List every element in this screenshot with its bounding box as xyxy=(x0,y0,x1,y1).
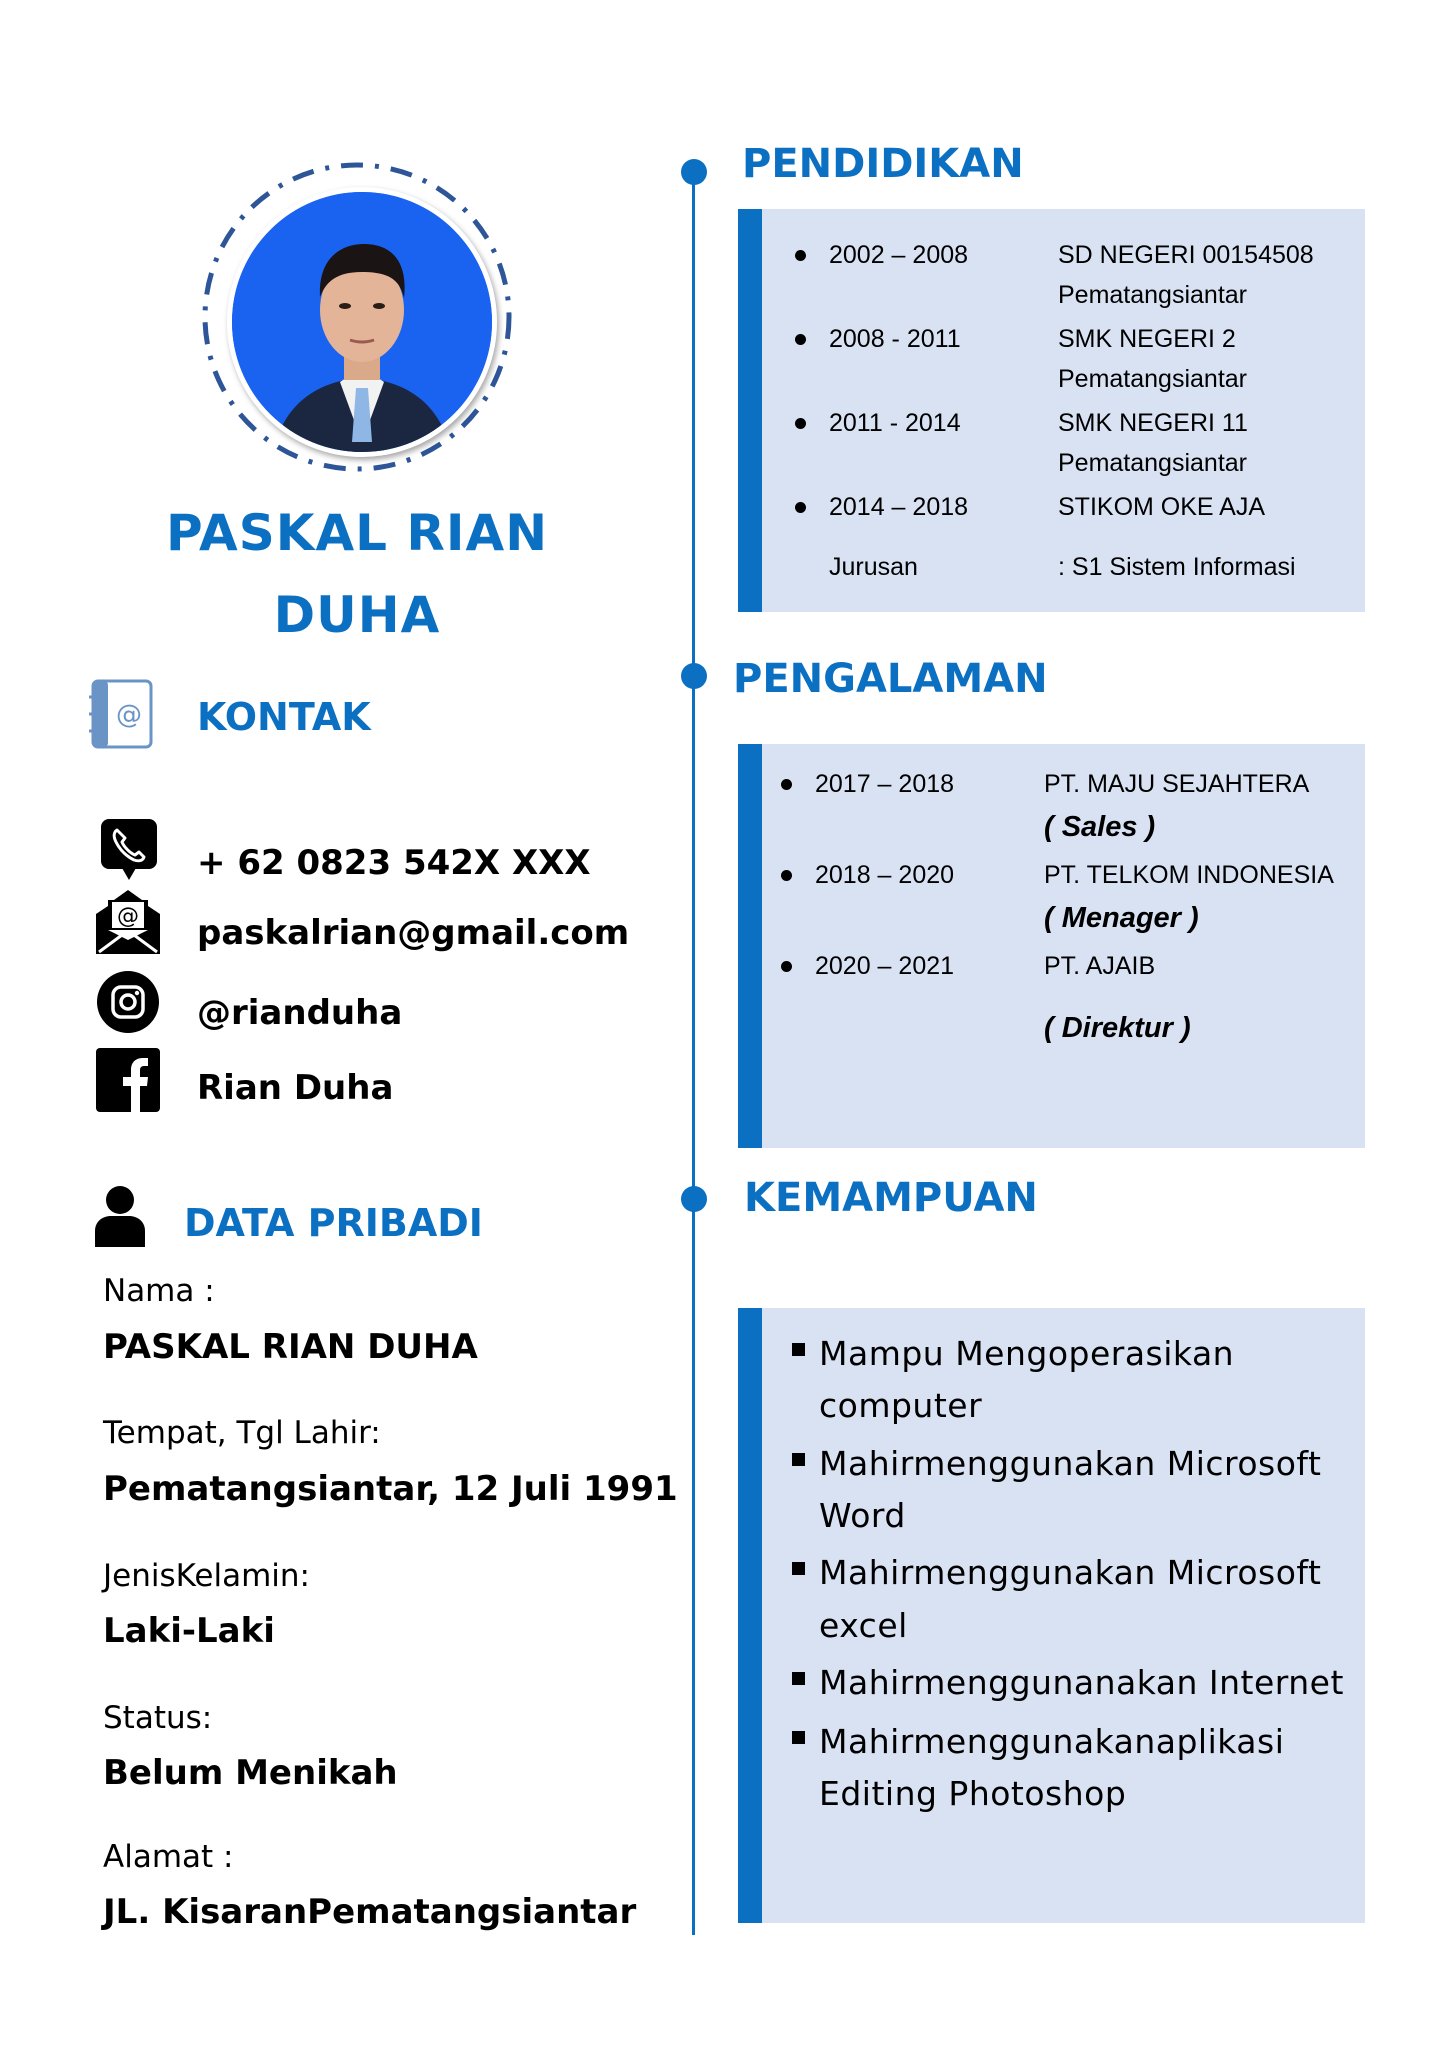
skill-1-line2: computer xyxy=(819,1386,983,1425)
education-years-3: 2011 - 2014 xyxy=(829,409,961,437)
field-label-birth: Tempat, Tgl Lahir: xyxy=(103,1415,381,1451)
full-name-line2: DUHA xyxy=(273,586,441,644)
svg-text:@: @ xyxy=(117,904,139,929)
experience-company-2: PT. TELKOM INDONESIA xyxy=(1044,861,1334,889)
skills-box-accent-bar xyxy=(738,1308,762,1923)
contact-section-title: KONTAK xyxy=(197,695,371,739)
contact-instagram[interactable]: @rianduha xyxy=(197,993,403,1033)
education-school-4: STIKOM OKE AJA xyxy=(1058,493,1265,521)
person-portrait-icon xyxy=(232,192,492,452)
skill-5-line1: Mahirmenggunakanaplikasi xyxy=(819,1722,1285,1761)
timeline-dot-skills xyxy=(681,1186,707,1212)
square-bullet-icon xyxy=(792,1343,805,1356)
education-school-2: SMK NEGERI 2 xyxy=(1058,325,1236,353)
experience-role-1: ( Sales ) xyxy=(1044,811,1156,843)
field-value-gender: Laki-Laki xyxy=(103,1611,275,1651)
education-years-4: 2014 – 2018 xyxy=(829,493,969,521)
skills-section-title: KEMAMPUAN xyxy=(744,1175,1038,1221)
timeline-line xyxy=(692,172,695,1935)
education-school-1-city: Pematangsiantar xyxy=(1058,281,1248,309)
svg-text:@: @ xyxy=(116,700,142,730)
education-school-1: SD NEGERI 00154508 xyxy=(1058,241,1314,269)
square-bullet-icon xyxy=(792,1672,805,1685)
field-label-status: Status: xyxy=(103,1700,213,1736)
education-section-title: PENDIDIKAN xyxy=(742,141,1024,187)
experience-company-3: PT. AJAIB xyxy=(1044,952,1156,980)
profile-photo xyxy=(227,187,497,457)
skill-3-line1: Mahirmenggunakan Microsoft xyxy=(819,1553,1322,1592)
contact-facebook[interactable]: Rian Duha xyxy=(197,1068,394,1108)
bullet-icon xyxy=(795,502,806,513)
bullet-icon xyxy=(781,961,792,972)
education-years-1: 2002 – 2008 xyxy=(829,241,969,269)
bullet-icon xyxy=(795,250,806,261)
phone-icon xyxy=(100,818,158,882)
experience-box-accent-bar xyxy=(738,744,762,1148)
bullet-icon xyxy=(795,334,806,345)
field-value-address: JL. KisaranPematangsiantar xyxy=(103,1892,637,1932)
education-box-accent-bar xyxy=(738,209,762,612)
facebook-icon xyxy=(96,1048,160,1112)
instagram-icon xyxy=(96,970,160,1034)
education-years-2: 2008 - 2011 xyxy=(829,325,961,353)
field-label-gender: JenisKelamin: xyxy=(103,1558,310,1594)
skill-4-line1: Mahirmenggunanakan Internet xyxy=(819,1663,1344,1702)
experience-years-3: 2020 – 2021 xyxy=(815,952,955,980)
skill-3-line2: excel xyxy=(819,1606,908,1645)
full-name-line1: PASKAL RIAN xyxy=(165,504,549,562)
email-icon xyxy=(96,890,160,954)
skill-2-line2: Word xyxy=(819,1496,906,1535)
field-value-name: PASKAL RIAN DUHA xyxy=(103,1327,478,1367)
contact-phone[interactable]: + 62 0823 542X XXX xyxy=(197,843,591,883)
experience-years-2: 2018 – 2020 xyxy=(815,861,955,889)
square-bullet-icon xyxy=(792,1562,805,1575)
experience-role-3: ( Direktur ) xyxy=(1044,1012,1191,1044)
field-value-birth: Pematangsiantar, 12 Juli 1991 xyxy=(103,1469,678,1509)
education-school-3-city: Pematangsiantar xyxy=(1058,449,1248,477)
bullet-icon xyxy=(795,418,806,429)
contact-book-icon xyxy=(89,679,153,749)
field-value-status: Belum Menikah xyxy=(103,1753,398,1793)
experience-company-1: PT. MAJU SEJAHTERA xyxy=(1044,770,1310,798)
timeline-dot-experience xyxy=(681,663,707,689)
field-label-name: Nama : xyxy=(103,1273,215,1309)
field-label-address: Alamat : xyxy=(103,1839,234,1875)
square-bullet-icon xyxy=(792,1731,805,1744)
experience-box xyxy=(738,744,1365,1148)
skill-1-line1: Mampu Mengoperasikan xyxy=(819,1334,1235,1373)
skill-5-line2: Editing Photoshop xyxy=(819,1774,1127,1813)
education-major-label: Jurusan xyxy=(829,553,918,581)
education-major-value: : S1 Sistem Informasi xyxy=(1058,553,1296,581)
education-school-3: SMK NEGERI 11 xyxy=(1058,409,1248,437)
experience-years-1: 2017 – 2018 xyxy=(815,770,955,798)
experience-section-title: PENGALAMAN xyxy=(733,656,1048,702)
user-icon xyxy=(93,1185,147,1249)
education-school-2-city: Pematangsiantar xyxy=(1058,365,1248,393)
skill-2-line1: Mahirmenggunakan Microsoft xyxy=(819,1444,1322,1483)
personal-data-section-title: DATA PRIBADI xyxy=(184,1201,483,1245)
bullet-icon xyxy=(781,870,792,881)
square-bullet-icon xyxy=(792,1453,805,1466)
timeline-dot-education xyxy=(681,159,707,185)
experience-role-2: ( Menager ) xyxy=(1044,902,1199,934)
contact-email[interactable]: paskalrian@gmail.com xyxy=(197,913,630,953)
bullet-icon xyxy=(781,779,792,790)
